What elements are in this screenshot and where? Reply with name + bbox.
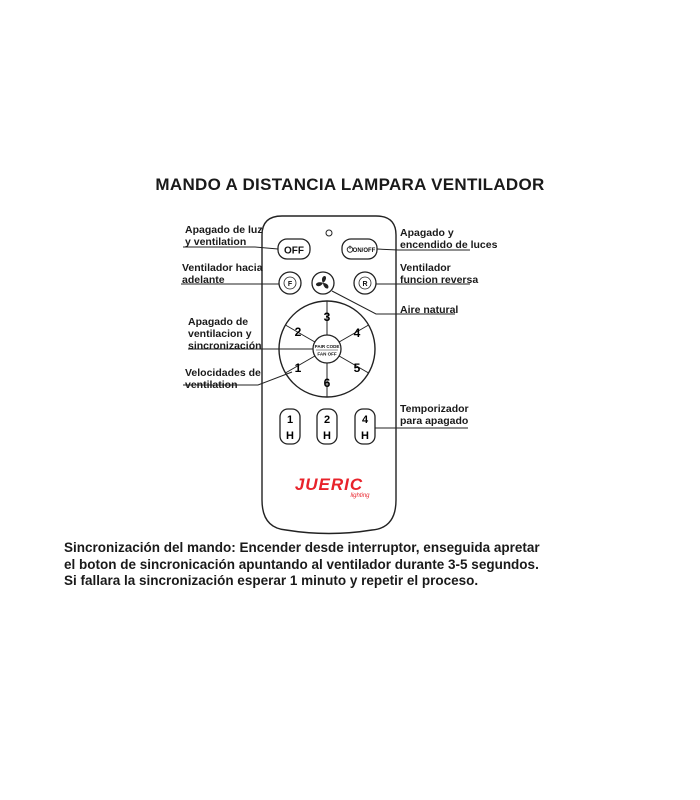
speed-1-button[interactable]: 1 xyxy=(294,361,302,375)
timer-1h-button[interactable] xyxy=(280,409,300,444)
speed-5-button[interactable]: 5 xyxy=(353,361,361,375)
fan-reverse-label-line-2: funcion reversa xyxy=(400,274,479,286)
fan-speeds-label-line-2: ventilation xyxy=(185,379,238,391)
fan-forward-label-line-1: Ventilador hacia xyxy=(182,262,263,274)
fan-reverse-label-line-1: Ventilador xyxy=(400,262,451,274)
timer-2h-unit: H xyxy=(323,430,331,442)
natural-air-label xyxy=(400,304,458,316)
light-onoff-button[interactable] xyxy=(342,239,377,259)
onoff-button-label: ON/OFF xyxy=(352,248,376,254)
fan-forward-button[interactable] xyxy=(279,272,301,294)
fan-off-pair-label-line-2: ventilacion y xyxy=(188,328,252,340)
timer-label-line-1: Temporizador xyxy=(400,403,469,415)
brand-name: JUERIC xyxy=(294,475,364,494)
natural-air-button[interactable] xyxy=(312,272,334,294)
light-off-label-line-1: Apagado de luz xyxy=(185,224,263,236)
forward-button-label: F xyxy=(287,281,293,288)
speed-6-button[interactable]: 6 xyxy=(323,376,331,390)
speed-2-button[interactable]: 2 xyxy=(294,325,302,339)
brand-subtitle: lighting xyxy=(350,493,370,499)
speed-4-button[interactable]: 4 xyxy=(353,326,361,340)
natural-air-label-line-1: Aire natural xyxy=(400,304,459,316)
fan-off-pair-label-line-3: sincronización xyxy=(188,340,262,352)
fan-forward-label-line-2: adelante xyxy=(182,274,225,286)
timer-4h-button[interactable] xyxy=(355,409,375,444)
timer-4h-number: 4 xyxy=(361,414,369,426)
timer-1h-number: 1 xyxy=(286,414,294,426)
page-title: MANDO A DISTANCIA LAMPARA VENTILADOR xyxy=(155,175,545,194)
off-button[interactable] xyxy=(278,239,310,259)
fan-reverse-label xyxy=(400,262,478,286)
fan-speeds-label xyxy=(185,367,261,391)
instructions-line-2: el boton de sincronicación apuntando al ventilador durante 3-5 segundos. xyxy=(64,556,539,572)
light-toggle-label-line-1: Apagado y xyxy=(400,227,454,239)
off-button-label: OFF xyxy=(284,245,304,257)
pair-code-button[interactable] xyxy=(313,335,341,363)
instructions-line-1: Sincronización del mando: Encender desde interruptor, enseguida apretar xyxy=(64,540,540,555)
fan-forward-label xyxy=(182,262,263,286)
timer-2h-number: 2 xyxy=(323,414,331,426)
fan-speeds-label-line-1: Velocidades de xyxy=(185,367,261,379)
speed-3-button[interactable]: 3 xyxy=(323,310,331,324)
reverse-button-label: R xyxy=(362,281,368,288)
sync-instructions xyxy=(64,540,664,590)
timer-1h-unit: H xyxy=(286,430,294,442)
timer-label xyxy=(400,403,469,427)
fan-reverse-button[interactable] xyxy=(354,272,376,294)
timer-4h-unit: H xyxy=(361,430,369,442)
instructions-line-3: Si fallara la sincronización esperar 1 minuto y repetir el proceso. xyxy=(64,573,479,588)
pair-code-label: PAIR CODE xyxy=(314,344,340,349)
fan-off-pair-label xyxy=(188,316,262,352)
fan-off-label: FAN OFF xyxy=(317,351,337,357)
timer-2h-button[interactable] xyxy=(317,409,337,444)
fan-off-pair-label-line-1: Apagado de xyxy=(188,316,249,328)
light-toggle-label xyxy=(400,227,497,251)
timer-label-line-2: para apagado xyxy=(400,415,469,427)
light-toggle-label-line-2: encendido de luces xyxy=(400,239,498,251)
light-off-label xyxy=(185,224,263,248)
light-off-label-line-2: y ventilation xyxy=(185,236,247,248)
